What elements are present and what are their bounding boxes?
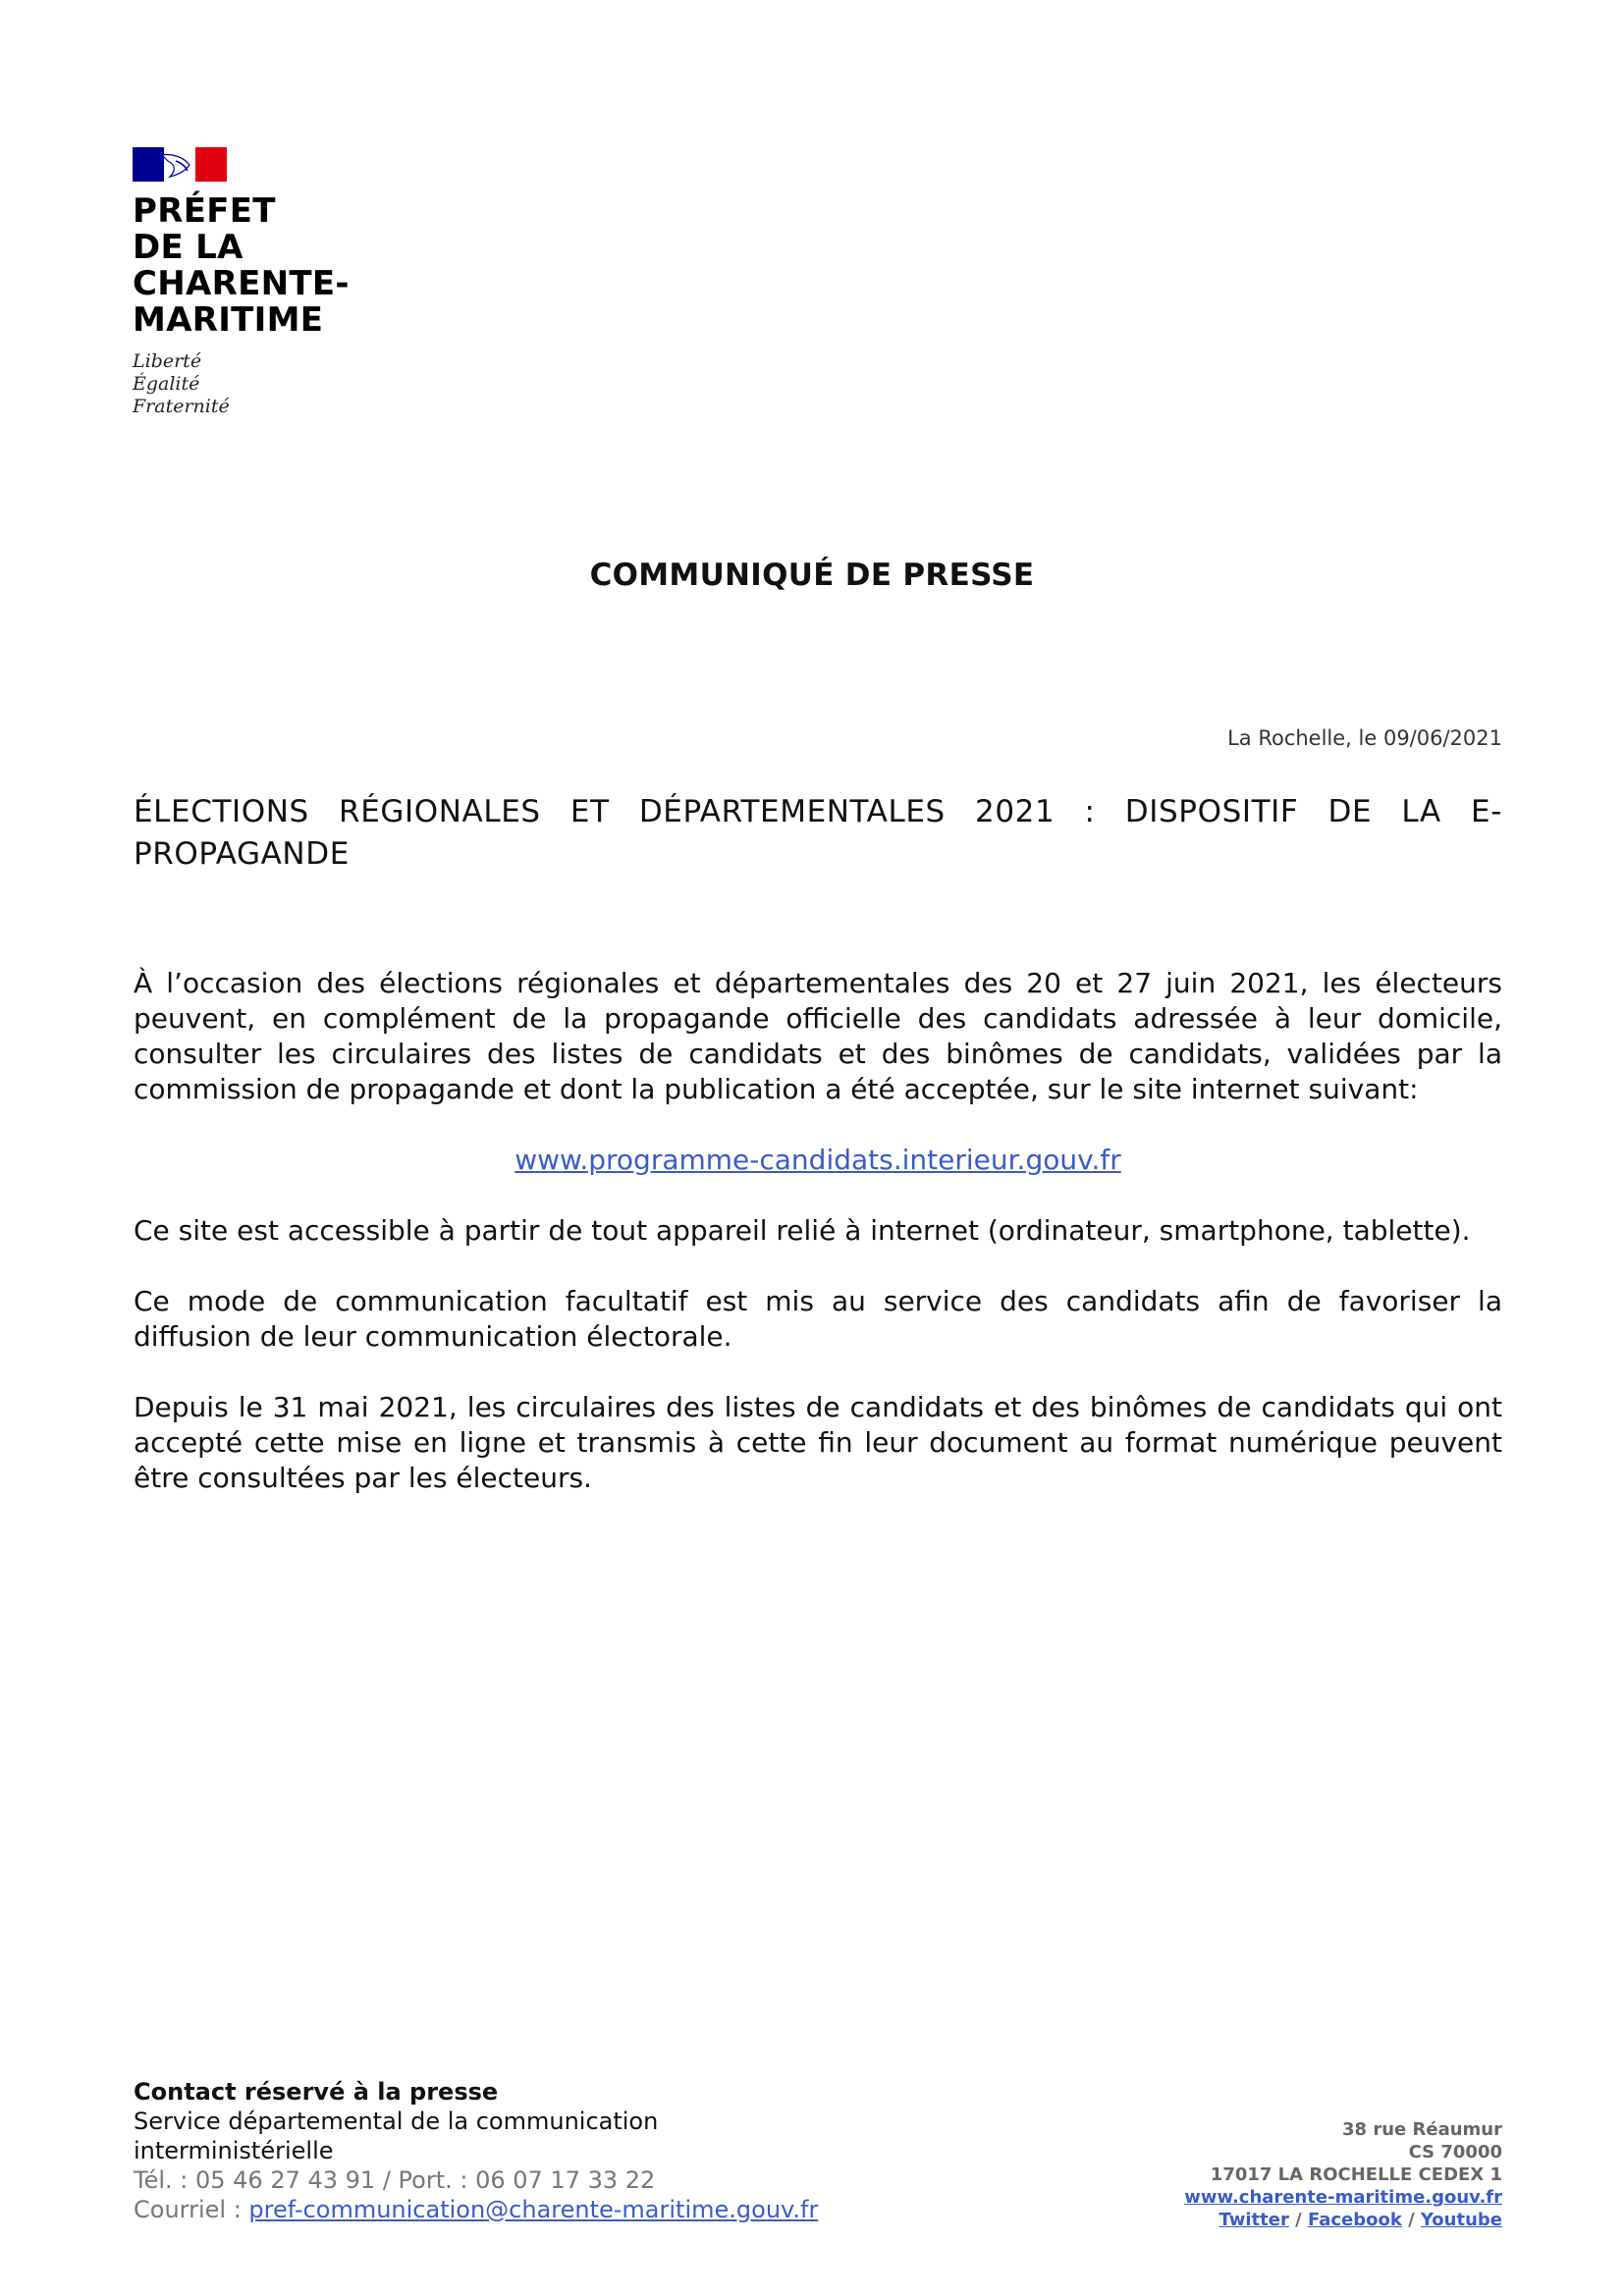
- contact-heading: Contact réservé à la presse: [134, 2078, 499, 2106]
- contact-service: Service départemental de la communication interministérielle: [134, 2108, 659, 2164]
- marianne-flag-icon: [133, 147, 227, 182]
- prefecture-address: [1184, 2118, 1502, 2231]
- republic-motto: [133, 350, 350, 418]
- email-label: Courriel :: [134, 2196, 249, 2223]
- email-link[interactable]: pref-communication@charente-maritime.gouv.fr: [248, 2196, 819, 2223]
- youtube-link[interactable]: Youtube: [1420, 2210, 1502, 2230]
- contact-phone: Tél. : 05 46 27 43 91 / Port. : 06 07 17 33 22: [134, 2166, 656, 2194]
- headline: ÉLECTIONS RÉGIONALES ET DÉPARTEMENTALES 2021 : DISPOSITIF DE LA E-PROPAGANDE: [134, 794, 1502, 872]
- prefect-title-line: PRÉFET: [133, 191, 276, 231]
- paragraph: Depuis le 31 mai 2021, les circulaires des listes de candidats et des binômes de candidats qui ont accepté cette mise en ligne et transmis à cette fin leur document au format numérique peuvent être consultées par les électeurs.: [134, 1391, 1502, 1494]
- paragraph: À l’occasion des élections régionales et départementales des 20 et 27 juin 2021, les électeurs peuvent, en complément de la propagande officielle des candidats adressée à leur domicile, consulter les circulaires des listes de candidats et des binômes de candidats, validées par la commission de propagande et dont la publication a été acceptée, sur le site internet suivant:: [134, 967, 1502, 1105]
- social-links: [1184, 2209, 1502, 2231]
- address-street: 38 rue Réaumur: [1342, 2119, 1502, 2140]
- motto-line: Liberté: [133, 350, 202, 372]
- prefect-title-line: DE LA: [133, 228, 244, 267]
- facebook-link[interactable]: Facebook: [1307, 2210, 1402, 2230]
- website-link-paragraph: [134, 1143, 1502, 1178]
- motto-line: Fraternité: [133, 396, 230, 417]
- press-release-title: COMMUNIQUÉ DE PRESSE: [589, 558, 1035, 593]
- date-line: La Rochelle, le 09/06/2021: [1227, 726, 1502, 750]
- address-city: 17017 LA ROCHELLE CEDEX 1: [1210, 2164, 1502, 2185]
- motto-line: Égalité: [133, 373, 200, 395]
- address-cs: CS 70000: [1408, 2142, 1502, 2163]
- prefect-title: [133, 193, 350, 339]
- body-text: [134, 966, 1502, 1496]
- paragraph: Ce mode de communication facultatif est mis au service des candidats afin de favoriser la diffusion de leur communication électorale.: [134, 1285, 1502, 1353]
- press-contact: [134, 2077, 821, 2224]
- prefect-title-line: CHARENTE-: [133, 264, 350, 303]
- prefect-title-line: MARITIME: [133, 300, 324, 340]
- website-link-footer[interactable]: www.charente-maritime.gouv.fr: [1184, 2187, 1502, 2208]
- separator: /: [1401, 2210, 1421, 2230]
- website-link[interactable]: www.programme-candidats.interieur.gouv.fr: [514, 1144, 1121, 1176]
- contact-email-line: [134, 2195, 821, 2224]
- separator: /: [1288, 2210, 1308, 2230]
- twitter-link[interactable]: Twitter: [1218, 2210, 1289, 2230]
- prefecture-logo: [133, 147, 350, 418]
- paragraph: Ce site est accessible à partir de tout appareil relié à internet (ordinateur, smartphone, tablette).: [134, 1214, 1471, 1247]
